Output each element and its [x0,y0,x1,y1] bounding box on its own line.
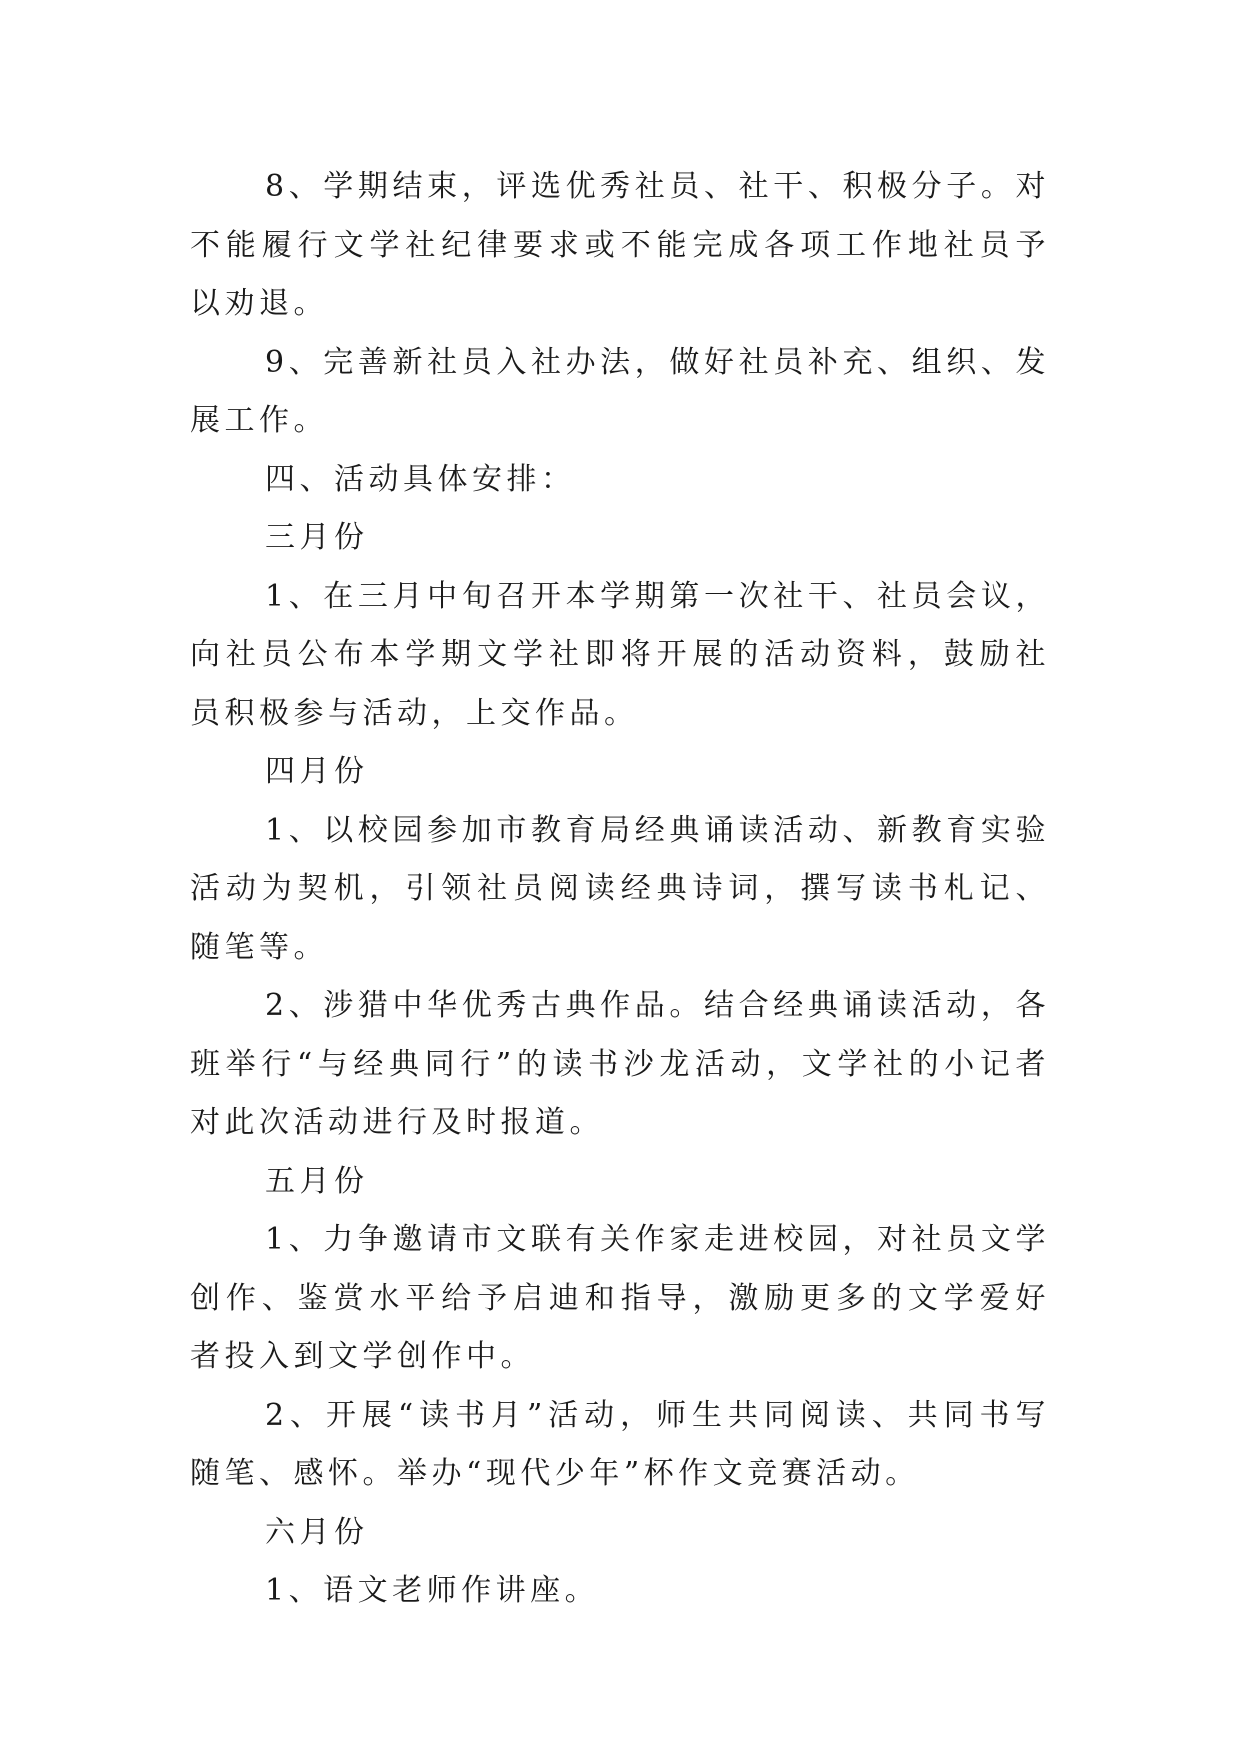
section-heading-activities: 四、活动具体安排： [265,461,576,497]
document-body [190,158,1050,1621]
paragraph-may-1: 1、力争邀请市文联有关作家走进校园，对社员文学创作、鉴赏水平给予启迪和指导，激励更多的文学爱好者投入到文学创作中。 [190,1222,1050,1374]
paragraph-april-2: 2、涉猎中华优秀古典作品。结合经典诵读活动，各班举行“与经典同行”的读书沙龙活动，文学社的小记者对此次活动进行及时报道。 [190,988,1050,1140]
paragraph-item-9: 9、完善新社员入社办法，做好社员补充、组织、发展工作。 [190,344,1050,438]
paragraph-april-1: 1、以校园参加市教育局经典诵读活动、新教育实验活动为契机，引领社员阅读经典诗词，撰写读书札记、随笔等。 [190,812,1050,965]
month-heading-june: 六月份 [265,1514,369,1550]
paragraph-item-8: 8、学期结束，评选优秀社员、社干、积极分子。对不能履行文学社纪律要求或不能完成各项工作地社员予以劝退。 [190,169,1050,321]
paragraph-june-1: 1、语文老师作讲座。 [265,1573,600,1608]
month-heading-april: 四月份 [265,754,369,789]
paragraph-march-1: 1、在三月中旬召开本学期第一次社干、社员会议，向社员公布本学期文学社即将开展的活动资料，鼓励社员积极参与活动，上交作品。 [190,578,1050,731]
paragraph-may-2: 2、开展“读书月”活动，师生共同阅读、共同书写随笔、感怀。举办“现代少年”杯作文竞赛活动。 [190,1397,1050,1491]
month-heading-march: 三月份 [265,520,369,555]
month-heading-may: 五月份 [265,1163,369,1199]
